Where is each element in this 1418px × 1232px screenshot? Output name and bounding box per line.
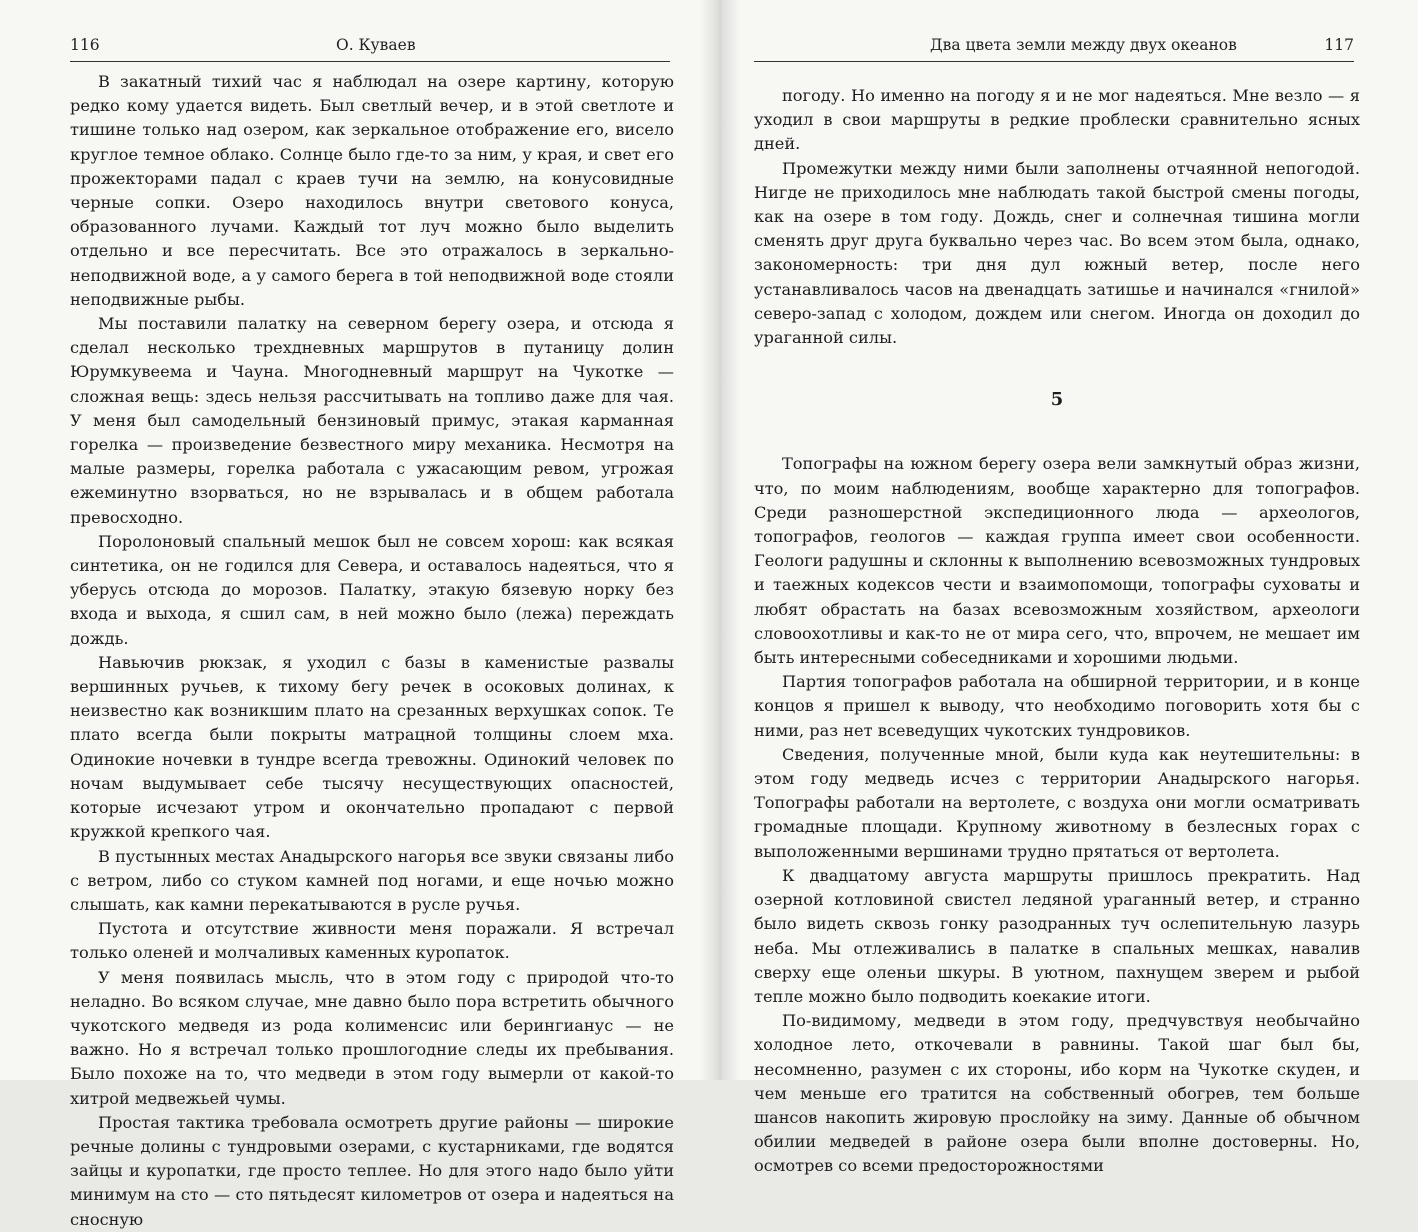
paragraph: Поролоновый спальный мешок был не совсем хорош: как всякая синтетика, он не годился для Севера, и оставалось надеяться, что я уберусь отсюда до морозов. Палатку, этакую бязевую норку без входа и выхода, я сшил сам, в ней можно было (лежа) переждать дождь. (70, 531, 674, 648)
page-number: 116 (70, 36, 100, 54)
right-page-body (754, 84, 1360, 1179)
running-title: Два цвета земли между двух океанов (930, 36, 1237, 54)
section-number: 5 (1050, 389, 1064, 411)
paragraph: Топографы на южном берегу озера вели замкнутый образ жизни, что, по моим наблюдениям, вообще характерно для топографов. Среди разношерстной экспедиционного люда — археологов, топографов, геологов — каждая группа имеет свои особенности. Геологи радушны и склонны к выполнению всевозможных тундровых и таежных кодексов чести и взаимопомощи, топографы суховаты и любят обрастать на базах всевозможным хозяйством, археологи словоохотливы и как-то не от мира сего, что, впрочем, не мешает им быть интересными собеседниками и хорошими людьми. (754, 454, 1360, 668)
paragraph: Простая тактика требовала осмотреть другие районы — широкие речные долины с тундровыми озерами, с кустарниками, где водятся зайцы и куропатки, где просто теплее. Но для этого надо было уйти минимум на сто — сто пятьдесят километров от озера и надеяться на сносную (70, 1112, 674, 1229)
left-page-header (70, 34, 670, 62)
paragraph: погоду. Но именно на погоду я и не мог надеяться. Мне везло — я уходил в свои маршруты в редкие проблески сравнительно ясных дней. (754, 86, 1360, 154)
paragraph: По-видимому, медведи в этом году, предчувствуя необычайно холодное лето, откочевали в равнины. Такой шаг был бы, несомненно, разумен с их стороны, ибо корм на Чукотке скуден, и чем меньше его тратится на собственный обогрев, тем больше шансов накопить жировую прослойку на зиму. Данные об обычном обилии медведей в районе озера были вполне достоверны. Но, осмотрев со всеми предосторожностями (754, 1011, 1360, 1176)
left-page (0, 0, 710, 1229)
left-page-body (70, 70, 674, 1232)
paragraph: У меня появилась мысль, что в этом году с природой что-то неладно. Во всяком случае, мне давно было пора встретить обычного чукотского медведя из рода колименсис или берингианус — не важно. Но я встречал только прошлогодние следы их пребывания. Было похоже на то, что медведи в этом году вымерли от какой-то хитрой медвежьей чумы. (70, 967, 674, 1108)
paragraph: Пустота и отсутствие живности меня поражали. Я встречал только оленей и молчаливых каменных куропаток. (70, 919, 674, 963)
running-title: О. Куваев (336, 36, 416, 54)
right-page-header (754, 34, 1354, 62)
paragraph: Мы поставили палатку на северном берегу озера, и отсюда я сделал несколько трехдневных маршрутов в путаницу долин Юрумкувеема и Чауна. Многодневный маршрут на Чукотке — сложная вещь: здесь нельзя рассчитывать на топливо даже для чая. У меня был самодельный бензиновый примус, этакая карманная горелка — произведение безвестного миру механика. Несмотря на малые размеры, горелка работала с ужасающим ревом, угрожая ежеминутно взорваться, но не взрывалась и в общем работала превосходно. (70, 314, 674, 527)
header-rule (754, 61, 1354, 62)
paragraph: Навьючив рюкзак, я уходил с базы в каменистые развалы вершинных ручьев, к тихому бегу речек в осоковых долинах, к неизвестно как возникшим плато на срезанных верхушках сопок. Те плато всегда были покрыты матрацной толщины слоем мха. Одинокие ночевки в тундре всегда тревожны. Одинокий человек по ночам выдумывает себе тысячу несуществующих опасностей, которые исчезают утром и окончательно пропадают с первой кружкой крепкого чая. (70, 652, 674, 842)
paragraph: Партия топографов работала на обширной территории, и в конце концов я пришел к выводу, что необходимо поговорить хотя бы с ними, раз нет всеведущих чукотских тундровиков. (754, 672, 1360, 740)
right-page (710, 0, 1418, 1176)
paragraph: Сведения, полученные мной, были куда как неутешительны: в этом году медведь исчез с территории Анадырского нагорья. Топографы работали на вертолете, с воздуха они могли осматривать громадные площади. Крупному животному в безлесных горах с выположенными вершинами трудно прятаться от вертолета. (754, 744, 1360, 861)
page-number: 117 (1324, 36, 1354, 54)
header-rule (70, 61, 670, 62)
paragraph: В пустынных местах Анадырского нагорья все звуки связаны либо с ветром, либо со стуком камней под ногами, и еще ночью можно слышать, как камни перекатываются в русле ручья. (70, 846, 674, 914)
paragraph: Промежутки между ними были заполнены отчаянной непогодой. Нигде не приходилось мне наблюдать такой быстрой смены погоды, как на озере в том году. Дождь, снег и солнечная тишина могли сменять друг друга буквально через час. Во всем этом была, однако, закономерность: три дня дул южный ветер, после него устанавливалось часов на двенадцать затишье и начинался «гнилой» северо-запад с холодом, дождем или снегом. Иногда он доходил до ураганной силы. (754, 158, 1360, 348)
paragraph: К двадцатому августа маршруты пришлось прекратить. Над озерной котловиной свистел ледяной ураганный ветер, и странно было видеть сквозь гонку разодранных туч ослепительную лазурь неба. Мы отлеживались в палатке в спальных мешках, навалив сверху еще оленьи шкуры. В уютном, пахнущем зверем и рыбой тепле можно было подводить коекакие итоги. (754, 865, 1360, 1006)
paragraph: В закатный тихий час я наблюдал на озере картину, которую редко кому удается видеть. Был светлый вечер, и в этой светлоте и тишине только над озером, как зеркальное отображение его, висело круглое темное облако. Солнце было где-то за ним, у края, и свет его прожекторами падал с краев тучи на землю, на конусовидные черные сопки. Озеро находилось внутри светового конуса, образованного лучами. Каждый тот луч можно было выделить отдельно и все пересчитать. Все это отражалось в зеркально-неподвижной воде, а у самого берега в той неподвижной воде стояли неподвижные рыбы. (70, 72, 674, 309)
